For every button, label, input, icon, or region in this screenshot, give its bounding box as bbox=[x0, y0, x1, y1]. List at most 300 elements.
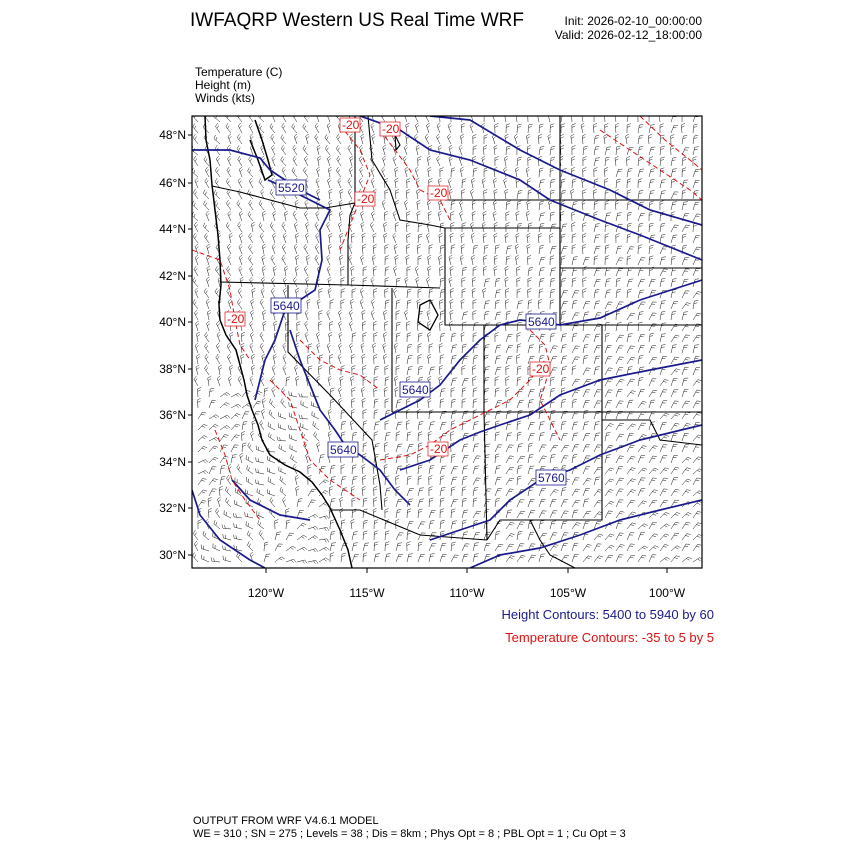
wind-barb bbox=[209, 479, 218, 485]
wind-barb bbox=[220, 465, 225, 474]
wind-barb bbox=[198, 520, 202, 530]
wind-barb bbox=[561, 124, 565, 133]
wind-barb bbox=[362, 464, 365, 474]
wind-barb bbox=[462, 554, 468, 562]
wind-barb bbox=[206, 299, 210, 309]
wind-barb bbox=[449, 277, 452, 287]
wind-barb bbox=[339, 255, 343, 265]
wind-barb bbox=[451, 211, 455, 221]
wind-barb bbox=[339, 211, 342, 221]
wind-barb bbox=[272, 244, 276, 254]
wind-barb bbox=[594, 422, 600, 431]
wind-barb bbox=[484, 355, 489, 364]
wind-barb bbox=[682, 389, 689, 397]
wind-barb bbox=[229, 233, 233, 243]
wind-barb bbox=[462, 322, 466, 331]
wind-barb bbox=[275, 557, 285, 562]
wind-barb bbox=[363, 553, 367, 562]
wind-barb bbox=[505, 233, 509, 243]
wind-barb bbox=[406, 321, 410, 331]
wind-barb bbox=[280, 476, 286, 485]
wind-barb bbox=[216, 354, 220, 364]
wind-barb bbox=[220, 435, 229, 442]
wind-barb bbox=[229, 365, 232, 375]
wind-barb bbox=[328, 167, 331, 177]
wind-barb bbox=[385, 509, 389, 519]
wind-barb bbox=[649, 223, 654, 232]
wind-barb bbox=[395, 167, 399, 177]
wind-barb bbox=[671, 433, 678, 441]
wind-barb bbox=[203, 531, 209, 540]
wind-barb bbox=[627, 234, 631, 243]
wind-barb bbox=[205, 332, 210, 342]
wind-barb bbox=[193, 189, 198, 199]
wind-barb bbox=[461, 189, 465, 199]
wind-barb bbox=[682, 234, 687, 243]
wind-barb bbox=[638, 401, 646, 408]
wind-barb bbox=[550, 268, 556, 276]
wind-barb bbox=[384, 387, 388, 397]
wind-barb bbox=[450, 266, 454, 276]
wind-barb bbox=[395, 255, 399, 265]
wind-barb bbox=[317, 442, 320, 452]
wind-barb bbox=[484, 135, 488, 145]
wind-barb bbox=[316, 332, 319, 342]
wind-barb bbox=[451, 201, 455, 210]
wind-barb bbox=[649, 379, 656, 386]
wind-barb bbox=[494, 145, 497, 155]
wind-barb bbox=[261, 288, 264, 298]
wind-barb bbox=[315, 222, 319, 232]
wind-barb bbox=[616, 146, 621, 155]
wind-barb bbox=[484, 499, 491, 507]
lat-label: 36°N bbox=[159, 408, 186, 422]
wind-barb bbox=[616, 544, 625, 551]
wind-barb bbox=[227, 167, 231, 177]
wind-barb bbox=[594, 224, 600, 232]
wind-barb bbox=[583, 312, 589, 320]
wind-barb bbox=[484, 245, 489, 254]
wind-barb bbox=[616, 489, 624, 496]
wind-barb bbox=[528, 400, 534, 409]
wind-barb bbox=[693, 345, 699, 353]
wind-barb bbox=[605, 223, 609, 232]
wind-barb bbox=[638, 446, 647, 452]
wind-barb bbox=[193, 123, 198, 133]
wind-barb bbox=[561, 433, 568, 441]
wind-barb bbox=[256, 446, 264, 452]
wind-barb bbox=[671, 533, 679, 540]
height-contour-label: 5520 bbox=[278, 181, 305, 195]
wind-barb bbox=[539, 533, 547, 540]
wind-barb bbox=[361, 222, 365, 232]
wind-barb bbox=[495, 333, 499, 343]
wind-barb bbox=[406, 189, 410, 199]
wind-barb bbox=[319, 527, 329, 531]
wind-barb bbox=[550, 368, 557, 375]
wind-barb bbox=[462, 544, 469, 551]
wind-barb bbox=[550, 433, 556, 441]
wind-barb bbox=[483, 233, 487, 243]
wind-barb bbox=[207, 266, 211, 276]
wind-barb bbox=[372, 255, 375, 265]
wind-barb bbox=[295, 200, 299, 210]
wind-barb bbox=[572, 333, 577, 342]
wind-barb bbox=[459, 112, 463, 122]
wind-barb bbox=[693, 478, 701, 485]
wind-barb bbox=[615, 112, 619, 122]
wind-barb bbox=[260, 420, 264, 430]
wind-barb bbox=[269, 399, 275, 408]
wind-barb bbox=[395, 222, 399, 232]
wind-barb bbox=[303, 112, 308, 122]
wind-barb bbox=[225, 487, 231, 496]
wind-barb bbox=[693, 457, 702, 463]
wind-barb bbox=[572, 412, 579, 419]
wind-barb bbox=[660, 445, 667, 452]
wind-barb bbox=[396, 533, 403, 540]
wind-barb bbox=[484, 113, 488, 122]
wind-barb bbox=[528, 124, 533, 133]
wind-barb bbox=[318, 321, 322, 331]
wind-barb bbox=[572, 300, 577, 309]
wind-barb bbox=[249, 123, 253, 133]
wind-barb bbox=[440, 554, 447, 562]
wind-barb bbox=[583, 233, 587, 243]
wind-barb bbox=[250, 266, 254, 276]
wind-barb bbox=[472, 365, 476, 375]
wind-barb bbox=[638, 280, 645, 287]
wind-barb bbox=[660, 334, 666, 342]
wind-barb bbox=[208, 376, 212, 386]
wind-barb bbox=[473, 511, 481, 518]
wind-barb bbox=[317, 189, 320, 199]
wind-barb bbox=[514, 134, 518, 144]
wind-barb bbox=[517, 333, 521, 343]
wind-barb bbox=[279, 467, 286, 474]
wind-barb bbox=[329, 189, 333, 199]
wind-barb bbox=[382, 200, 385, 210]
wind-barb bbox=[660, 478, 668, 485]
wind-barb bbox=[561, 511, 569, 518]
wind-barb bbox=[528, 345, 534, 353]
wind-barb bbox=[249, 156, 253, 166]
wind-barb bbox=[660, 390, 667, 397]
wind-barb bbox=[484, 489, 491, 496]
wind-barb bbox=[627, 357, 635, 364]
wind-barb bbox=[438, 255, 442, 265]
temperature-contour-legend: Temperature Contours: -35 to 5 by 5 bbox=[505, 630, 714, 645]
wind-barb bbox=[583, 445, 590, 452]
wind-barb bbox=[605, 368, 613, 375]
wind-barb bbox=[451, 509, 455, 518]
wind-barb bbox=[418, 156, 422, 166]
wind-barb bbox=[493, 211, 497, 221]
wind-barb bbox=[605, 234, 609, 243]
wind-barb bbox=[483, 211, 487, 221]
wind-barb bbox=[396, 444, 402, 452]
wind-barb bbox=[315, 255, 319, 265]
wind-barb bbox=[561, 278, 566, 287]
wind-barb bbox=[226, 222, 231, 232]
wind-barb bbox=[440, 168, 444, 178]
wind-barb bbox=[250, 376, 253, 386]
wind-barb bbox=[583, 556, 592, 562]
temperature-contour-label: -20 bbox=[357, 192, 375, 206]
wind-barb bbox=[418, 289, 422, 298]
wind-barb bbox=[472, 288, 476, 298]
wind-barb bbox=[428, 255, 431, 265]
wind-barb bbox=[506, 212, 510, 222]
wind-barb bbox=[283, 343, 286, 353]
wind-barb bbox=[528, 267, 533, 276]
wind-barb bbox=[671, 512, 680, 518]
wind-barb bbox=[319, 455, 325, 464]
wind-barb bbox=[681, 123, 685, 133]
wind-barb bbox=[660, 456, 667, 463]
wind-barb bbox=[341, 421, 346, 430]
height-contours bbox=[192, 116, 702, 568]
wind-barb bbox=[407, 488, 414, 496]
wind-barb bbox=[539, 499, 546, 507]
wind-barb bbox=[616, 278, 621, 287]
wind-barb bbox=[440, 520, 445, 529]
wind-barb bbox=[338, 387, 342, 397]
wind-barb bbox=[671, 369, 680, 375]
wind-barb bbox=[627, 247, 634, 254]
wind-barb bbox=[316, 178, 320, 188]
wind-barb bbox=[682, 180, 688, 188]
wind-barb bbox=[362, 310, 366, 320]
wind-barb bbox=[627, 424, 636, 430]
wind-barb bbox=[295, 266, 299, 276]
wind-barb bbox=[471, 222, 474, 232]
wind-barb bbox=[267, 489, 275, 496]
wind-barb bbox=[671, 202, 677, 210]
wind-barb bbox=[484, 189, 488, 199]
wind-barb bbox=[248, 112, 253, 122]
wind-barb bbox=[245, 512, 253, 518]
wind-barb bbox=[193, 134, 198, 144]
wind-barb bbox=[616, 533, 624, 540]
wind-barb bbox=[214, 135, 220, 144]
wind-barb bbox=[295, 475, 299, 485]
wind-barb bbox=[594, 246, 600, 254]
wind-barb bbox=[239, 244, 243, 254]
wind-barb bbox=[572, 124, 576, 134]
wind-barb bbox=[517, 377, 521, 386]
wind-barb bbox=[197, 398, 201, 408]
wind-barb bbox=[451, 333, 456, 342]
wind-barb bbox=[327, 310, 330, 320]
wind-barb bbox=[649, 212, 653, 221]
wind-barb bbox=[438, 211, 441, 221]
wind-barb bbox=[371, 299, 374, 309]
wind-barb bbox=[473, 146, 477, 155]
wind-barb bbox=[383, 354, 386, 364]
wind-barb bbox=[583, 277, 587, 287]
wind-barb bbox=[396, 311, 400, 321]
wind-barb bbox=[418, 344, 422, 354]
wind-barb bbox=[616, 500, 623, 507]
wind-barb bbox=[494, 222, 498, 232]
wind-barb bbox=[451, 378, 457, 386]
wind-barb bbox=[242, 421, 247, 430]
wind-barb bbox=[693, 368, 700, 375]
wind-barb bbox=[396, 333, 400, 342]
wind-barb bbox=[314, 432, 319, 442]
wind-barb bbox=[527, 200, 531, 210]
wind-barb bbox=[482, 178, 485, 188]
wind-barb bbox=[527, 244, 530, 254]
wind-barb bbox=[429, 475, 433, 485]
wind-barb bbox=[316, 112, 320, 122]
wind-barb bbox=[407, 476, 412, 485]
wind-barb bbox=[515, 255, 518, 265]
wind-barb bbox=[517, 544, 524, 551]
wind-barb bbox=[583, 511, 591, 518]
wind-barb bbox=[638, 322, 643, 331]
wind-barb bbox=[538, 134, 542, 144]
wind-barb bbox=[506, 124, 510, 133]
wind-barb bbox=[308, 489, 316, 496]
wind-barb bbox=[473, 245, 478, 254]
wind-barb bbox=[462, 277, 466, 287]
wind-barb bbox=[312, 411, 319, 419]
wind-barb bbox=[237, 299, 242, 309]
wind-barb bbox=[217, 332, 220, 342]
wind-barb bbox=[506, 146, 511, 155]
wind-barb bbox=[202, 555, 209, 562]
wind-barb bbox=[649, 179, 654, 188]
wind-barb bbox=[440, 509, 444, 518]
wind-barb bbox=[549, 200, 553, 210]
wind-barb bbox=[517, 522, 525, 529]
wind-barb bbox=[660, 257, 666, 265]
wind-barb bbox=[407, 233, 411, 243]
wind-barb bbox=[363, 543, 369, 551]
wind-barb bbox=[341, 520, 345, 529]
wind-barb bbox=[418, 366, 423, 375]
wind-barb bbox=[660, 146, 665, 155]
wind-barb bbox=[594, 235, 600, 243]
wind-barb bbox=[616, 269, 623, 276]
wind-barb bbox=[396, 400, 402, 409]
wind-barb bbox=[473, 323, 479, 332]
wind-barb bbox=[296, 332, 300, 342]
wind-barb bbox=[404, 112, 407, 122]
wind-barb bbox=[325, 134, 330, 144]
wind-barb bbox=[462, 365, 466, 375]
wind-barb bbox=[374, 354, 378, 364]
wind-barb bbox=[550, 490, 559, 497]
wind-barb bbox=[638, 268, 644, 276]
wind-barb bbox=[306, 453, 310, 463]
wind-barb bbox=[494, 189, 498, 199]
map-frame bbox=[192, 116, 702, 568]
wind-barb bbox=[615, 200, 619, 210]
wind-barb bbox=[638, 489, 645, 496]
lat-label: 48°N bbox=[159, 128, 186, 142]
wind-barb bbox=[594, 490, 603, 497]
wind-barb bbox=[418, 533, 426, 540]
wind-barb bbox=[231, 445, 239, 452]
wind-barb bbox=[429, 344, 433, 353]
wind-barb bbox=[627, 400, 633, 408]
wind-barb bbox=[583, 467, 590, 474]
wind-barb bbox=[594, 534, 603, 540]
wind-barb bbox=[572, 399, 577, 408]
wind-barb bbox=[506, 534, 515, 541]
wind-barb bbox=[517, 389, 523, 397]
wind-barb bbox=[682, 367, 689, 375]
wind-barb bbox=[374, 422, 380, 430]
wind-barb bbox=[638, 423, 646, 430]
wind-barb bbox=[282, 497, 286, 507]
wind-barb bbox=[627, 544, 635, 551]
wind-barb bbox=[484, 388, 489, 397]
wind-barb bbox=[660, 191, 666, 199]
wind-barb bbox=[360, 167, 364, 177]
wind-barb bbox=[407, 531, 411, 540]
wind-barb bbox=[550, 544, 558, 551]
wind-barb bbox=[341, 300, 345, 310]
wind-barb bbox=[627, 391, 636, 397]
wind-barb bbox=[693, 401, 701, 408]
wind-barb bbox=[240, 453, 243, 463]
wind-barb bbox=[671, 467, 679, 474]
wind-barb bbox=[495, 123, 499, 133]
wind-barb bbox=[682, 258, 689, 266]
wind-barb bbox=[583, 355, 588, 364]
wind-barb bbox=[517, 465, 522, 474]
wind-barb bbox=[682, 445, 689, 452]
wind-barb bbox=[238, 222, 242, 232]
wind-barb bbox=[495, 454, 499, 463]
wind-barb bbox=[284, 266, 287, 276]
wind-barb bbox=[605, 479, 614, 485]
wind-barb bbox=[241, 354, 244, 364]
wind-barb bbox=[605, 432, 610, 441]
wind-barb bbox=[227, 189, 231, 199]
wind-barb bbox=[351, 398, 355, 408]
wind-barb bbox=[649, 390, 657, 397]
wind-barb bbox=[429, 245, 433, 255]
wind-barb bbox=[638, 546, 648, 551]
wind-barb bbox=[406, 420, 410, 430]
lon-label: 105°W bbox=[549, 586, 587, 600]
wind-barb bbox=[561, 421, 566, 430]
wind-barb bbox=[561, 311, 566, 320]
wind-barb bbox=[660, 489, 668, 496]
wind-barb bbox=[325, 145, 330, 155]
wind-barb bbox=[208, 497, 212, 507]
wind-barb bbox=[660, 311, 665, 320]
wind-barb bbox=[605, 322, 610, 331]
wind-barb bbox=[350, 299, 353, 309]
wind-barb bbox=[373, 244, 377, 254]
wind-barb bbox=[383, 343, 386, 353]
wind-barb bbox=[451, 477, 457, 485]
wind-barb bbox=[246, 455, 253, 463]
wind-barb bbox=[548, 112, 551, 122]
wind-barb bbox=[561, 268, 567, 276]
wind-barb bbox=[627, 479, 636, 485]
wind-barb bbox=[252, 288, 256, 298]
wind-barb bbox=[550, 233, 554, 243]
wind-barb bbox=[327, 255, 331, 265]
wind-barb bbox=[220, 476, 225, 485]
